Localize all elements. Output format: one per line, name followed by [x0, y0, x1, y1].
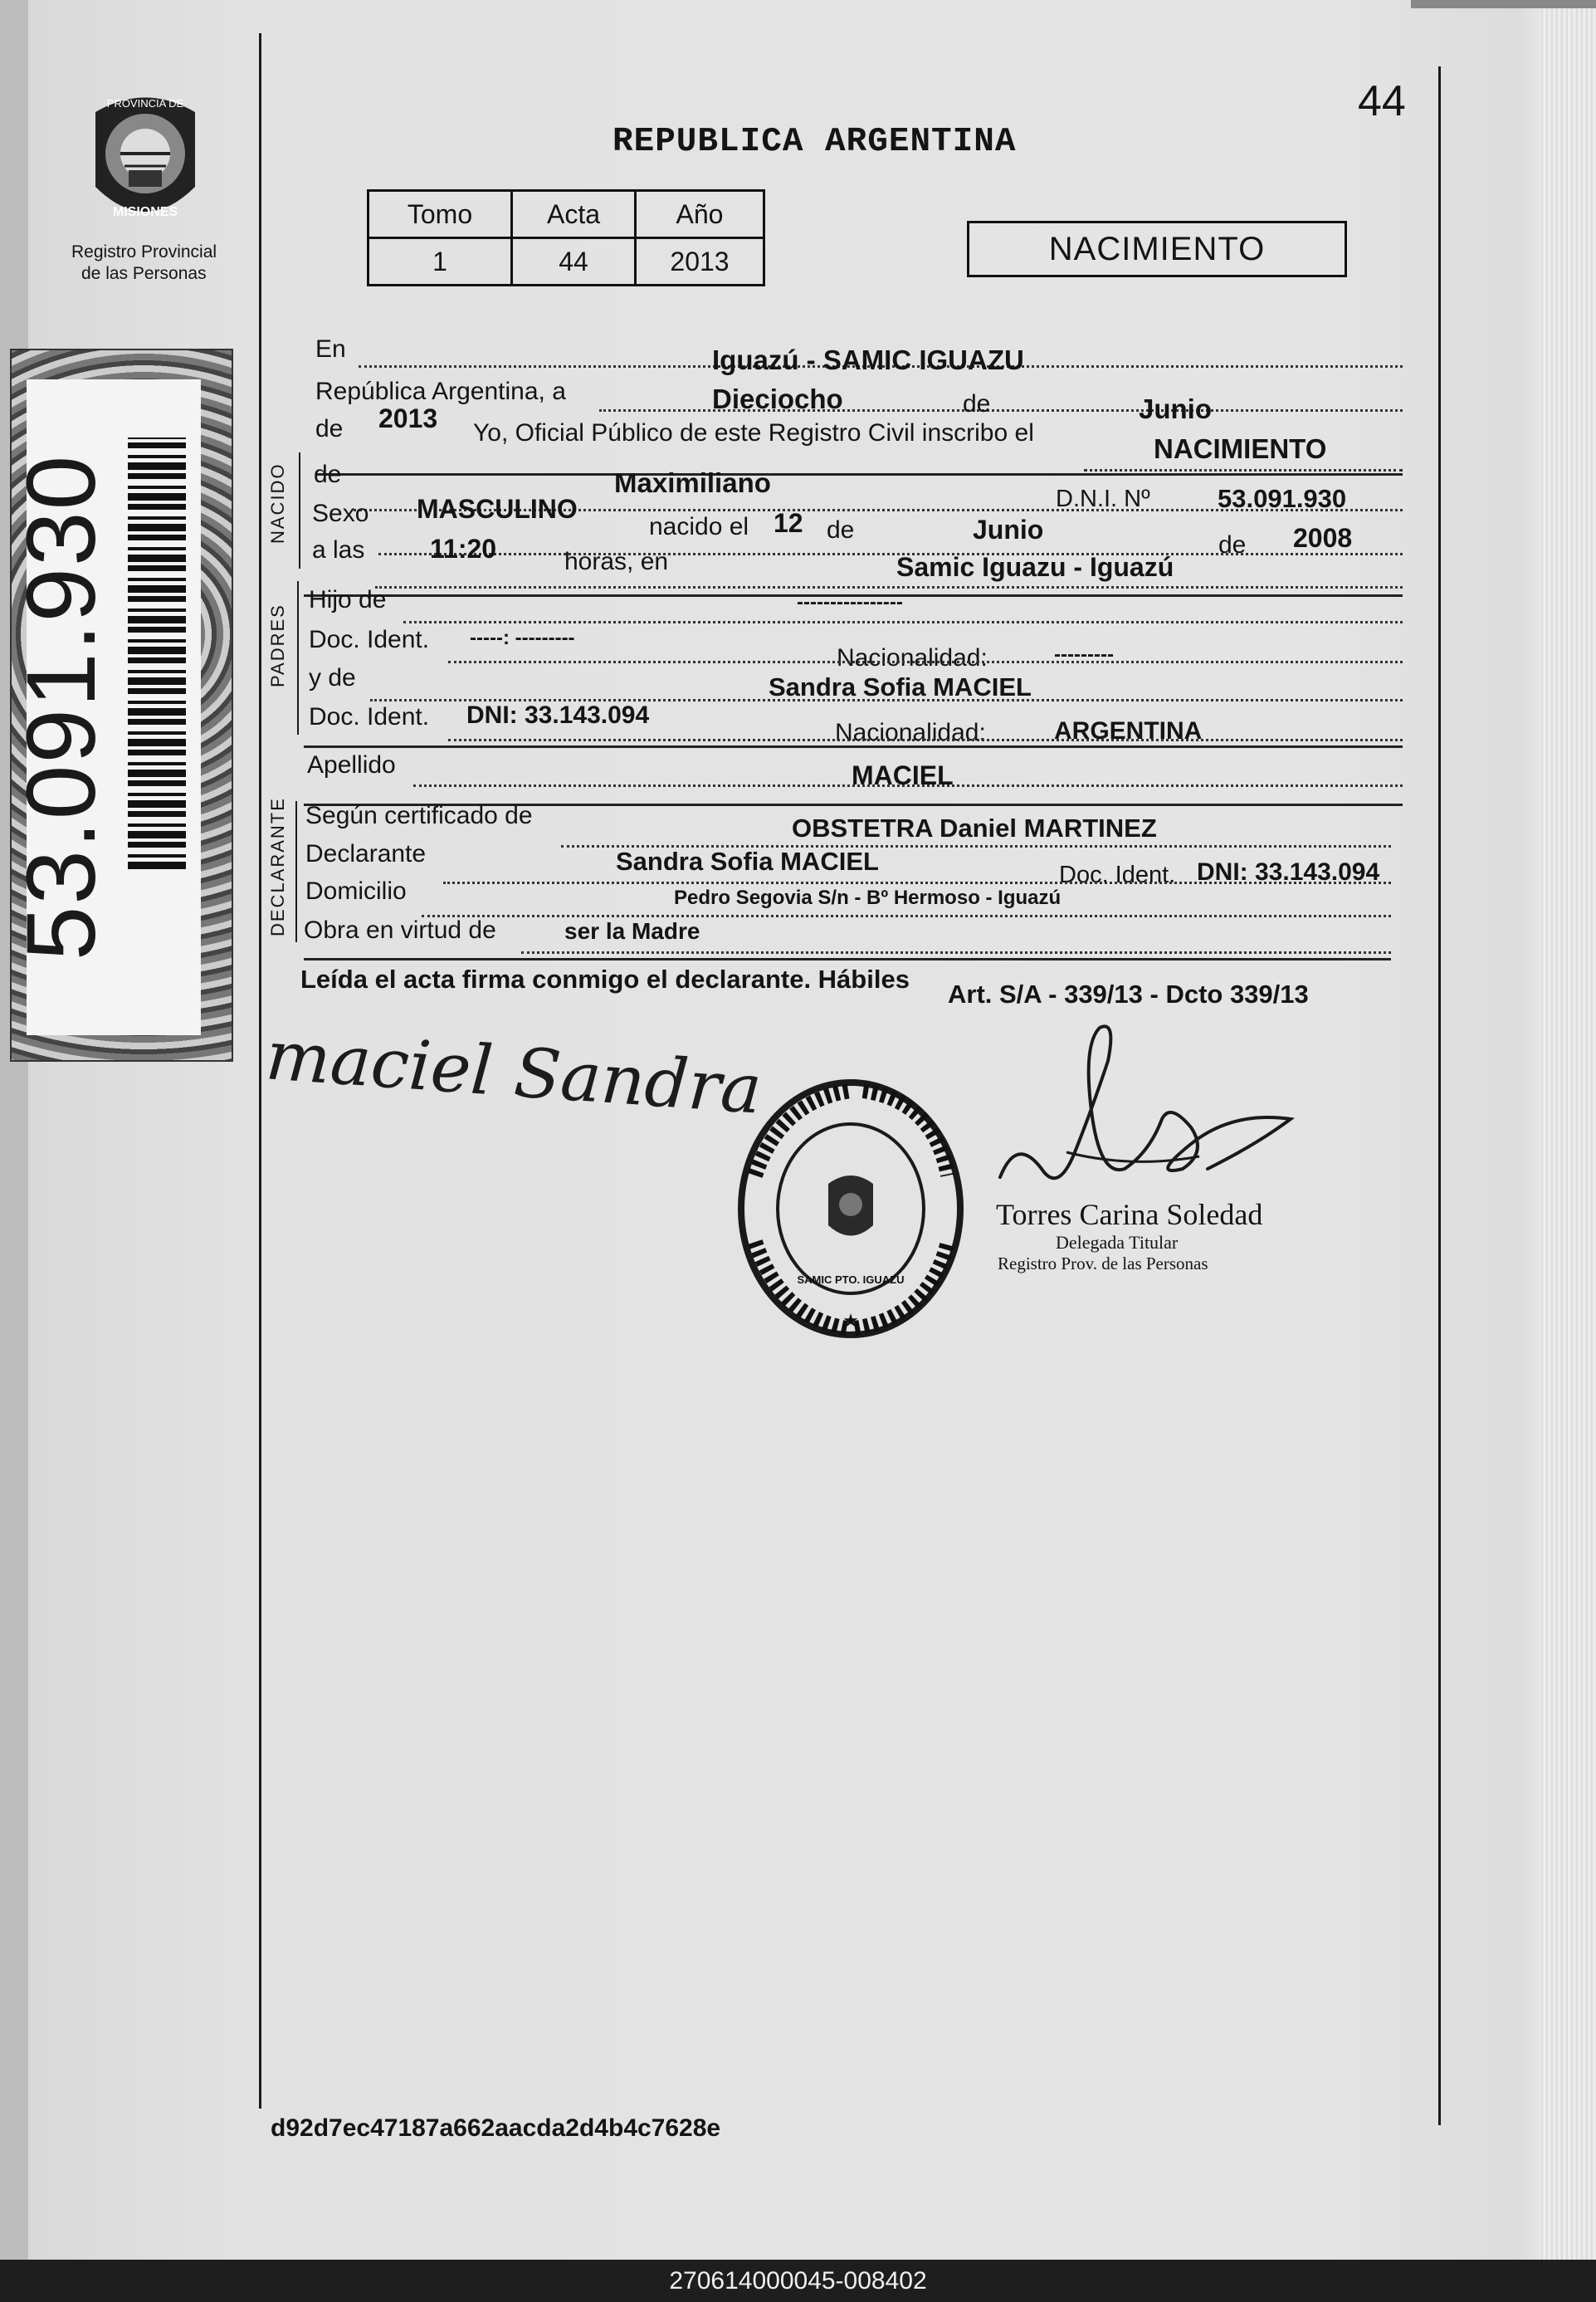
dni-label: D.N.I. Nº — [1056, 486, 1150, 512]
apellido-value: MACIEL — [852, 760, 954, 790]
official-stamp — [730, 1076, 971, 1342]
declarante-value: Sandra Sofia MACIEL — [616, 847, 879, 876]
right-margin-line — [1438, 66, 1441, 2125]
nacido-anio-value: 2008 — [1293, 523, 1353, 553]
country-title: REPUBLICA ARGENTINA — [613, 123, 1017, 161]
record-table — [367, 189, 765, 286]
obra-label: Obra en virtud de — [304, 916, 496, 944]
closing-art-text: Art. S/A - 339/13 - Dcto 339/13 — [948, 980, 1309, 1009]
sexo-value: MASCULINO — [417, 494, 578, 524]
logo-seal-text-top: PROVINCIA DE — [106, 97, 184, 110]
nacido-el-label: nacido el — [649, 513, 749, 540]
anio-value: 2013 — [378, 403, 438, 433]
yde-label: y de — [309, 664, 356, 692]
en-value: Iguazú - SAMIC IGUAZU — [712, 345, 1024, 375]
doc2-value: DNI: 33.143.094 — [466, 701, 650, 729]
record-table-value-anio: 2013 — [636, 238, 764, 286]
declarante-label: Declarante — [305, 840, 427, 868]
nacido-bracket — [299, 452, 300, 569]
intro-divider — [315, 473, 1403, 476]
nacido-de-label-3: de — [1218, 531, 1247, 559]
page-left-edge — [0, 0, 28, 2260]
record-table-header-acta: Acta — [512, 191, 636, 238]
barcode-sticker — [7, 349, 233, 1062]
declarante-doc-label: Doc. Ident. — [1059, 862, 1176, 888]
sexo-dotline — [378, 553, 1403, 555]
doc1-label: Doc. Ident. — [309, 626, 430, 653]
domicilio-dotline — [422, 915, 1391, 917]
declarante-bracket — [295, 801, 297, 942]
lugar-value: Samic Iguazu - Iguazú — [896, 552, 1174, 582]
en-label: En — [315, 335, 346, 363]
madre-value: Sandra Sofia MACIEL — [769, 672, 1032, 701]
section-label-padres: PADRES — [267, 604, 288, 687]
page-top-strip — [1411, 0, 1596, 8]
domicilio-value: Pedro Segovia S/n - Bº Hermoso - Iguazú — [674, 887, 1062, 909]
alas-label: a las — [312, 536, 365, 564]
hora-value: 11:20 — [430, 534, 497, 564]
declarante-divider — [304, 958, 1391, 960]
padre-value: ---------------- — [797, 591, 903, 613]
doc2-label: Doc. Ident. — [309, 703, 430, 731]
nombre-value: Maximiliano — [614, 467, 771, 498]
nac1-label: Nacionalidad: — [837, 644, 988, 672]
record-table-value-tomo: 1 — [368, 238, 512, 286]
record-table-header-anio: Año — [636, 191, 764, 238]
apellido-label: Apellido — [307, 751, 396, 779]
logo-seal-text-bottom: MISIONES — [112, 205, 178, 219]
horas-label: horas, en — [564, 548, 669, 575]
official-signature-scribble — [983, 1011, 1299, 1227]
logo-caption-line1: Registro Provincial — [71, 242, 217, 261]
dni-value: 53.091.930 — [1218, 484, 1347, 513]
doc1-value: -----: --------- — [470, 627, 575, 649]
official-org: Registro Prov. de las Personas — [998, 1254, 1208, 1273]
tipo-value: NACIMIENTO — [1154, 433, 1327, 464]
closing-leida-text: Leída el acta firma conmigo el declarante. Hábiles — [300, 965, 910, 994]
official-title: Delegada Titular — [1056, 1232, 1179, 1253]
alas-dotline — [375, 586, 1403, 589]
nac2-value: ARGENTINA — [1054, 717, 1203, 745]
oficial-text: Yo, Oficial Público de este Registro Civil inscribo el — [473, 419, 1034, 447]
nac2-label: Nacionalidad: — [835, 719, 986, 746]
section-label-nacido: NACIDO — [267, 462, 288, 544]
record-type-box: NACIMIENTO — [967, 221, 1347, 277]
tipo-dotline — [1084, 469, 1403, 472]
nacido-mes-value: Junio — [973, 515, 1044, 545]
nac1-value: --------- — [1054, 643, 1114, 666]
mes-value: Junio — [1139, 393, 1212, 424]
record-table-header-tomo: Tomo — [368, 191, 512, 238]
barcode-bars — [128, 437, 186, 869]
footer-id-bar: 270614000045-008402 — [0, 2260, 1596, 2302]
padres-bracket — [297, 581, 299, 735]
apellido-dotline — [413, 784, 1403, 787]
declarante-doc-value: DNI: 33.143.094 — [1197, 858, 1380, 886]
stamp-inner-text: SAMIC PTO. IGUAZU — [797, 1273, 905, 1286]
official-name: Torres Carina Soledad — [996, 1198, 1263, 1231]
hijo-dotline — [403, 621, 1403, 623]
de-label-2: de — [315, 415, 344, 442]
record-table-value-acta: 44 — [512, 238, 636, 286]
padres-divider — [304, 745, 1403, 748]
certificado-value: OBSTETRA Daniel MARTINEZ — [792, 814, 1157, 843]
page-right-edge — [1540, 0, 1596, 2260]
domicilio-label: Domicilio — [305, 877, 407, 905]
sexo-label: Sexo — [312, 500, 369, 527]
page-number: 44 — [1358, 77, 1406, 125]
hijo-label: Hijo de — [309, 586, 387, 613]
certificado-label: Según certificado de — [305, 802, 533, 829]
logo-caption-line2: de las Personas — [81, 264, 207, 283]
obra-value: ser la Madre — [564, 918, 700, 944]
province-logo — [79, 87, 212, 237]
svg-text:★: ★ — [842, 1310, 859, 1331]
republica-label: República Argentina, a — [315, 378, 566, 405]
section-label-declarante: DECLARANTE — [267, 797, 288, 936]
barcode-number: 53.091.930 — [7, 453, 116, 961]
declarante-dotline — [443, 882, 1391, 884]
obra-dotline — [521, 951, 1391, 954]
document-hash-code: d92d7ec47187a662aacda2d4b4c7628e — [271, 2114, 721, 2142]
de-label-1: de — [963, 390, 991, 418]
dia-value: Dieciocho — [712, 384, 843, 414]
nacido-de-label-2: de — [827, 516, 855, 544]
nacido-dia-value: 12 — [774, 508, 803, 538]
doc1-dotline — [448, 661, 1403, 663]
left-margin-line — [259, 33, 261, 2109]
declarant-signature: maciel Sandra — [263, 1016, 764, 1130]
nacido-de-label: de — [314, 461, 342, 488]
doc2-dotline — [448, 739, 1403, 741]
